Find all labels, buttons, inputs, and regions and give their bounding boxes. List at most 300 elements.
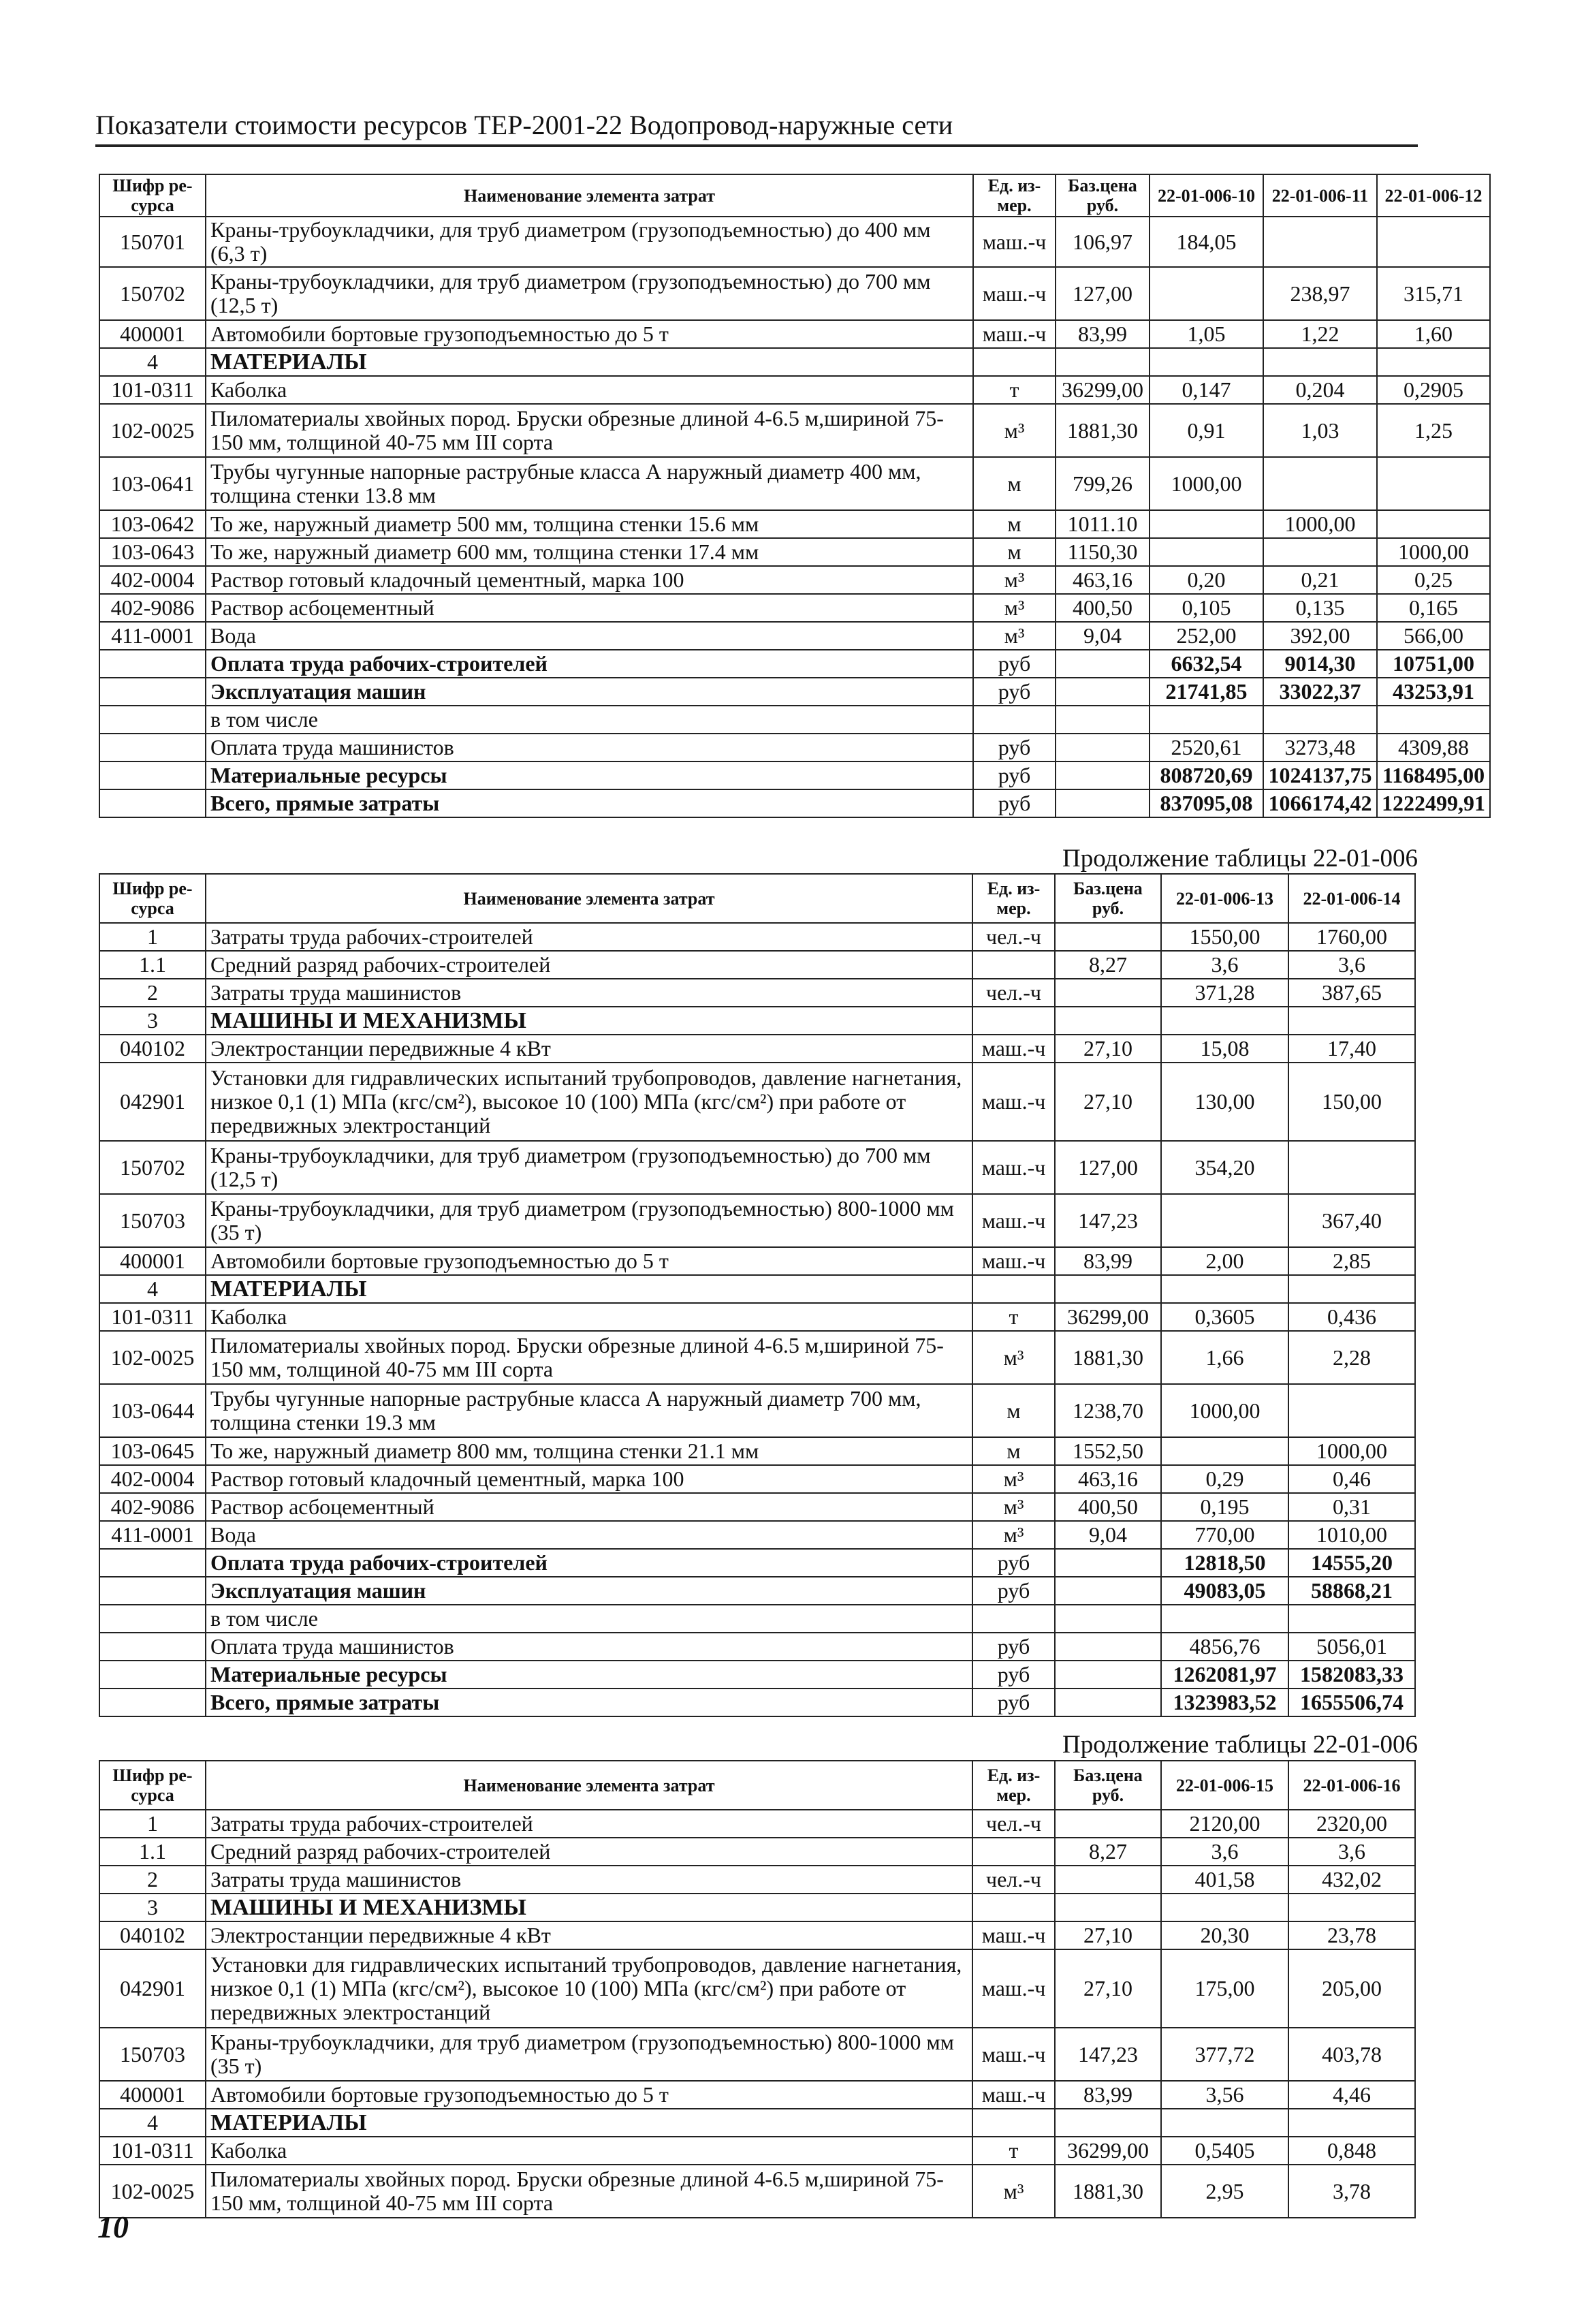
value-c: 1,25 xyxy=(1377,404,1490,457)
element-name: Установки для гидравлических испытаний трубопроводов, давление нагнетания, низкое 0,1 (1) МПа (кгс/см²), высокое 10 (100) МПа (кгс/см²) при работе от передвижных электростанций xyxy=(206,1063,972,1141)
value-a: 0,147 xyxy=(1150,376,1263,404)
unit: м³ xyxy=(973,594,1056,622)
unit xyxy=(972,2109,1055,2137)
resource-code: 103-0643 xyxy=(99,538,206,566)
element-name: Эксплуатация машин xyxy=(206,678,973,706)
table-row xyxy=(99,1194,1415,1247)
table-row xyxy=(99,1577,1415,1605)
value-a: 371,28 xyxy=(1161,979,1288,1007)
resource-code xyxy=(99,761,206,789)
unit: т xyxy=(972,1303,1055,1331)
table-row xyxy=(99,622,1490,650)
resource-code xyxy=(99,650,206,678)
base-price xyxy=(1056,678,1150,706)
base-price: 1238,70 xyxy=(1055,1384,1161,1437)
base-price xyxy=(1055,1007,1161,1035)
value-a xyxy=(1150,706,1263,734)
value-a: 0,29 xyxy=(1161,1465,1288,1493)
unit xyxy=(972,1894,1055,1921)
value-b: 2,28 xyxy=(1288,1331,1415,1384)
resource-code xyxy=(99,1577,206,1605)
resource-code xyxy=(99,706,206,734)
base-price: 1881,30 xyxy=(1056,404,1150,457)
table-row xyxy=(99,1493,1415,1521)
unit: м³ xyxy=(972,1331,1055,1384)
value-b: 14555,20 xyxy=(1288,1549,1415,1577)
table-header-row xyxy=(99,1761,1415,1810)
value-b: 23,78 xyxy=(1288,1921,1415,1949)
table-row xyxy=(99,1689,1415,1716)
resource-code: 4 xyxy=(99,2109,206,2137)
base-price: 400,50 xyxy=(1055,1493,1161,1521)
resource-code: 150702 xyxy=(99,1141,206,1194)
value-a: 0,195 xyxy=(1161,1493,1288,1521)
unit xyxy=(973,348,1056,376)
table-row xyxy=(99,979,1415,1007)
col-header-name: Наименование элемента затрат xyxy=(206,174,973,217)
base-price: 463,16 xyxy=(1056,566,1150,594)
element-name: МАШИНЫ И МЕХАНИЗМЫ xyxy=(206,1894,972,1921)
element-name: Автомобили бортовые грузоподъемностью до 5 т xyxy=(206,320,973,348)
resource-code: 150702 xyxy=(99,267,206,320)
base-price xyxy=(1055,1810,1161,1838)
value-b: 0,135 xyxy=(1263,594,1377,622)
value-b: 33022,37 xyxy=(1263,678,1377,706)
unit: м³ xyxy=(972,1521,1055,1549)
unit xyxy=(972,951,1055,979)
value-a: 354,20 xyxy=(1161,1141,1288,1194)
unit: м xyxy=(972,1437,1055,1465)
resource-code: 042901 xyxy=(99,1949,206,2028)
value-a: 184,05 xyxy=(1150,217,1263,267)
col-header-22-01-006-12: 22-01-006-12 xyxy=(1377,174,1490,217)
value-b: 1010,00 xyxy=(1288,1521,1415,1549)
value-b: 0,46 xyxy=(1288,1465,1415,1493)
element-name: Всего, прямые затраты xyxy=(206,1689,972,1716)
table-row xyxy=(99,566,1490,594)
resource-code: 411-0001 xyxy=(99,1521,206,1549)
value-c: 566,00 xyxy=(1377,622,1490,650)
element-name: Краны-трубоукладчики, для труб диаметром (грузоподъемностью) до 700 мм (12,5 т) xyxy=(206,267,973,320)
unit: м xyxy=(972,1384,1055,1437)
base-price: 1881,30 xyxy=(1055,1331,1161,1384)
value-b: 1,22 xyxy=(1263,320,1377,348)
value-c: 4309,88 xyxy=(1377,734,1490,761)
value-b: 1655506,74 xyxy=(1288,1689,1415,1716)
value-a: 1,66 xyxy=(1161,1331,1288,1384)
element-name: Эксплуатация машин xyxy=(206,1577,972,1605)
element-name: Вода xyxy=(206,622,973,650)
element-name: Электростанции передвижные 4 кВт xyxy=(206,1035,972,1063)
value-a xyxy=(1161,1437,1288,1465)
resource-code: 402-9086 xyxy=(99,1493,206,1521)
unit: маш.-ч xyxy=(973,320,1056,348)
value-a: 0,20 xyxy=(1150,566,1263,594)
resource-code: 042901 xyxy=(99,1063,206,1141)
value-b xyxy=(1288,1007,1415,1035)
element-name: Краны-трубоукладчики, для труб диаметром (грузоподъемностью) до 400 мм (6,3 т) xyxy=(206,217,973,267)
col-header-unit: Ед. из-мер. xyxy=(972,1761,1055,1810)
base-price: 799,26 xyxy=(1056,457,1150,510)
value-b xyxy=(1288,2109,1415,2137)
table-row xyxy=(99,457,1490,510)
value-b: 3,78 xyxy=(1288,2165,1415,2218)
base-price: 1011.10 xyxy=(1056,510,1150,538)
value-a: 4856,76 xyxy=(1161,1633,1288,1661)
unit: руб xyxy=(973,678,1056,706)
unit: м³ xyxy=(972,1493,1055,1521)
table-row xyxy=(99,2137,1415,2165)
value-c: 0,165 xyxy=(1377,594,1490,622)
value-b xyxy=(1288,1894,1415,1921)
table-row xyxy=(99,1661,1415,1689)
resource-code: 402-0004 xyxy=(99,1465,206,1493)
unit xyxy=(972,1838,1055,1866)
base-price xyxy=(1056,734,1150,761)
unit: чел.-ч xyxy=(972,1810,1055,1838)
element-name: Всего, прямые затраты xyxy=(206,789,973,817)
element-name: Краны-трубоукладчики, для труб диаметром (грузоподъемностью) 800-1000 мм (35 т) xyxy=(206,1194,972,1247)
value-a xyxy=(1150,510,1263,538)
value-b: 1024137,75 xyxy=(1263,761,1377,789)
resource-table-2 xyxy=(99,873,1416,1717)
resource-code: 411-0001 xyxy=(99,622,206,650)
value-b: 3273,48 xyxy=(1263,734,1377,761)
value-b xyxy=(1288,1141,1415,1194)
value-c: 1000,00 xyxy=(1377,538,1490,566)
value-b: 0,848 xyxy=(1288,2137,1415,2165)
value-a: 1323983,52 xyxy=(1161,1689,1288,1716)
base-price xyxy=(1056,706,1150,734)
element-name: Затраты труда рабочих-строителей xyxy=(206,1810,972,1838)
table-row xyxy=(99,706,1490,734)
col-header-name: Наименование элемента затрат xyxy=(206,1761,972,1810)
base-price xyxy=(1055,1275,1161,1303)
element-name: Раствор асбоцементный xyxy=(206,594,973,622)
value-b xyxy=(1288,1275,1415,1303)
value-a: 0,5405 xyxy=(1161,2137,1288,2165)
table-row xyxy=(99,1866,1415,1894)
element-name: Пиломатериалы хвойных пород. Бруски обрезные длиной 4-6.5 м,шириной 75-150 мм, толщиной 40-75 мм III сорта xyxy=(206,2165,972,2218)
resource-code: 101-0311 xyxy=(99,2137,206,2165)
resource-code: 103-0641 xyxy=(99,457,206,510)
col-header-22-01-006-11: 22-01-006-11 xyxy=(1263,174,1377,217)
resource-code: 400001 xyxy=(99,320,206,348)
value-b: 150,00 xyxy=(1288,1063,1415,1141)
value-b: 0,204 xyxy=(1263,376,1377,404)
value-c: 0,2905 xyxy=(1377,376,1490,404)
resource-code: 4 xyxy=(99,348,206,376)
element-name: Оплата труда машинистов xyxy=(206,1633,972,1661)
resource-code: 040102 xyxy=(99,1921,206,1949)
value-b: 9014,30 xyxy=(1263,650,1377,678)
element-name: в том числе xyxy=(206,706,973,734)
element-name: Средний разряд рабочих-строителей xyxy=(206,951,972,979)
value-b xyxy=(1288,1384,1415,1437)
value-a xyxy=(1161,1007,1288,1035)
element-name: МАТЕРИАЛЫ xyxy=(206,2109,972,2137)
element-name: Каболка xyxy=(206,1303,972,1331)
resource-code xyxy=(99,734,206,761)
col-header-price: Баз.цена руб. xyxy=(1055,1761,1161,1810)
value-c: 10751,00 xyxy=(1377,650,1490,678)
unit: чел.-ч xyxy=(972,923,1055,951)
element-name: Средний разряд рабочих-строителей xyxy=(206,1838,972,1866)
value-b: 2,85 xyxy=(1288,1247,1415,1275)
base-price xyxy=(1055,923,1161,951)
value-b: 0,21 xyxy=(1263,566,1377,594)
value-b: 367,40 xyxy=(1288,1194,1415,1247)
table-row xyxy=(99,538,1490,566)
value-c: 1168495,00 xyxy=(1377,761,1490,789)
value-b: 205,00 xyxy=(1288,1949,1415,2028)
unit: руб xyxy=(973,734,1056,761)
table-row xyxy=(99,404,1490,457)
resource-code xyxy=(99,789,206,817)
value-a: 21741,85 xyxy=(1150,678,1263,706)
continuation-label-3: Продолжение таблицы 22-01-006 xyxy=(1062,1731,1418,1759)
resource-code: 101-0311 xyxy=(99,376,206,404)
element-name: МАТЕРИАЛЫ xyxy=(206,1275,972,1303)
base-price: 27,10 xyxy=(1055,1949,1161,2028)
base-price: 106,97 xyxy=(1056,217,1150,267)
unit xyxy=(973,706,1056,734)
value-b: 1,03 xyxy=(1263,404,1377,457)
value-a xyxy=(1161,1194,1288,1247)
element-name: Раствор асбоцементный xyxy=(206,1493,972,1521)
table-row xyxy=(99,789,1490,817)
value-a xyxy=(1161,2109,1288,2137)
table-row xyxy=(99,348,1490,376)
resource-code xyxy=(99,1661,206,1689)
value-c: 0,25 xyxy=(1377,566,1490,594)
value-a: 252,00 xyxy=(1150,622,1263,650)
element-name: Вода xyxy=(206,1521,972,1549)
unit: маш.-ч xyxy=(972,1194,1055,1247)
unit: руб xyxy=(973,650,1056,678)
table-row xyxy=(99,2028,1415,2081)
resource-code xyxy=(99,1689,206,1716)
element-name: Трубы чугунные напорные раструбные класса А наружный диаметр 700 мм, толщина стенки 19.3 мм xyxy=(206,1384,972,1437)
page-header: Показатели стоимости ресурсов ТЕР-2001-22 Водопровод-наружные сети xyxy=(95,109,1418,147)
col-header-unit: Ед. из-мер. xyxy=(972,874,1055,923)
unit: чел.-ч xyxy=(972,1866,1055,1894)
table-row xyxy=(99,217,1490,267)
col-header-name: Наименование элемента затрат xyxy=(206,874,972,923)
resource-code: 103-0645 xyxy=(99,1437,206,1465)
element-name: Оплата труда машинистов xyxy=(206,734,973,761)
unit: руб xyxy=(972,1689,1055,1716)
table-row xyxy=(99,1605,1415,1633)
col-header-code: Шифр ре-сурса xyxy=(99,1761,206,1810)
base-price: 1150,30 xyxy=(1056,538,1150,566)
table-row xyxy=(99,320,1490,348)
element-name: То же, наружный диаметр 600 мм, толщина стенки 17.4 мм xyxy=(206,538,973,566)
base-price: 400,50 xyxy=(1056,594,1150,622)
unit: м xyxy=(973,457,1056,510)
resource-table-3 xyxy=(99,1760,1416,2218)
unit: руб xyxy=(972,1661,1055,1689)
table-row xyxy=(99,1810,1415,1838)
base-price: 9,04 xyxy=(1055,1521,1161,1549)
value-a: 2,95 xyxy=(1161,2165,1288,2218)
value-b: 3,6 xyxy=(1288,1838,1415,1866)
value-c xyxy=(1377,706,1490,734)
base-price: 36299,00 xyxy=(1055,2137,1161,2165)
base-price xyxy=(1055,1633,1161,1661)
value-b xyxy=(1263,538,1377,566)
value-a xyxy=(1150,538,1263,566)
value-a: 130,00 xyxy=(1161,1063,1288,1141)
continuation-label-2: Продолжение таблицы 22-01-006 xyxy=(1062,845,1418,873)
table-row xyxy=(99,923,1415,951)
value-b: 432,02 xyxy=(1288,1866,1415,1894)
base-price xyxy=(1055,1661,1161,1689)
value-b: 387,65 xyxy=(1288,979,1415,1007)
resource-code: 3 xyxy=(99,1894,206,1921)
value-b: 2320,00 xyxy=(1288,1810,1415,1838)
base-price xyxy=(1056,650,1150,678)
table-row xyxy=(99,2109,1415,2137)
value-a: 1000,00 xyxy=(1161,1384,1288,1437)
col-header-code: Шифр ре-сурса xyxy=(99,174,206,217)
value-a: 2120,00 xyxy=(1161,1810,1288,1838)
table-row xyxy=(99,510,1490,538)
unit: м xyxy=(973,538,1056,566)
base-price: 83,99 xyxy=(1056,320,1150,348)
element-name: Автомобили бортовые грузоподъемностью до 5 т xyxy=(206,1247,972,1275)
value-c xyxy=(1377,510,1490,538)
col-header-22-01-006-13: 22-01-006-13 xyxy=(1161,874,1288,923)
unit: т xyxy=(973,376,1056,404)
table-row xyxy=(99,650,1490,678)
unit: маш.-ч xyxy=(973,267,1056,320)
table-row xyxy=(99,951,1415,979)
unit: маш.-ч xyxy=(973,217,1056,267)
element-name: Затраты труда машинистов xyxy=(206,979,972,1007)
table-row xyxy=(99,1141,1415,1194)
unit: м xyxy=(973,510,1056,538)
unit: маш.-ч xyxy=(972,1921,1055,1949)
value-a xyxy=(1150,267,1263,320)
base-price xyxy=(1055,1894,1161,1921)
element-name: Краны-трубоукладчики, для труб диаметром (грузоподъемностью) до 700 мм (12,5 т) xyxy=(206,1141,972,1194)
base-price: 1552,50 xyxy=(1055,1437,1161,1465)
table-row xyxy=(99,1331,1415,1384)
resource-code: 3 xyxy=(99,1007,206,1035)
resource-code xyxy=(99,1605,206,1633)
resource-code: 1.1 xyxy=(99,1838,206,1866)
col-header-code: Шифр ре-сурса xyxy=(99,874,206,923)
table-row xyxy=(99,1007,1415,1035)
value-b: 392,00 xyxy=(1263,622,1377,650)
resource-code: 102-0025 xyxy=(99,2165,206,2218)
col-header-22-01-006-15: 22-01-006-15 xyxy=(1161,1761,1288,1810)
value-b: 238,97 xyxy=(1263,267,1377,320)
table-row xyxy=(99,1384,1415,1437)
resource-code: 1.1 xyxy=(99,951,206,979)
value-b: 4,46 xyxy=(1288,2081,1415,2109)
resource-code: 402-9086 xyxy=(99,594,206,622)
value-b: 1000,00 xyxy=(1263,510,1377,538)
resource-code: 101-0311 xyxy=(99,1303,206,1331)
value-a: 2,00 xyxy=(1161,1247,1288,1275)
table-header-row xyxy=(99,874,1415,923)
page-number: 10 xyxy=(97,2210,129,2244)
element-name: Материальные ресурсы xyxy=(206,761,973,789)
value-a: 175,00 xyxy=(1161,1949,1288,2028)
base-price xyxy=(1055,1605,1161,1633)
unit: маш.-ч xyxy=(972,1949,1055,2028)
table-row xyxy=(99,267,1490,320)
element-name: Оплата труда рабочих-строителей xyxy=(206,1549,972,1577)
base-price: 147,23 xyxy=(1055,2028,1161,2081)
base-price: 147,23 xyxy=(1055,1194,1161,1247)
resource-code: 103-0644 xyxy=(99,1384,206,1437)
resource-code: 1 xyxy=(99,923,206,951)
value-c xyxy=(1377,217,1490,267)
unit xyxy=(972,1007,1055,1035)
unit: маш.-ч xyxy=(972,2028,1055,2081)
value-c xyxy=(1377,457,1490,510)
value-c: 315,71 xyxy=(1377,267,1490,320)
resource-code xyxy=(99,678,206,706)
base-price: 36299,00 xyxy=(1055,1303,1161,1331)
resource-code: 2 xyxy=(99,979,206,1007)
col-header-22-01-006-14: 22-01-006-14 xyxy=(1288,874,1415,923)
unit: т xyxy=(972,2137,1055,2165)
unit: м³ xyxy=(973,622,1056,650)
unit: м³ xyxy=(972,1465,1055,1493)
element-name: Автомобили бортовые грузоподъемностью до 5 т xyxy=(206,2081,972,2109)
table-row xyxy=(99,376,1490,404)
resource-table-1 xyxy=(99,174,1491,818)
resource-code xyxy=(99,1633,206,1661)
value-a: 0,3605 xyxy=(1161,1303,1288,1331)
element-name: МАТЕРИАЛЫ xyxy=(206,348,973,376)
element-name: Пиломатериалы хвойных пород. Бруски обрезные длиной 4-6.5 м,шириной 75-150 мм, толщиной 40-75 мм III сорта xyxy=(206,1331,972,1384)
resource-code: 1 xyxy=(99,1810,206,1838)
base-price: 83,99 xyxy=(1055,1247,1161,1275)
value-a xyxy=(1161,1275,1288,1303)
table-row xyxy=(99,1465,1415,1493)
resource-code xyxy=(99,1549,206,1577)
value-a: 1000,00 xyxy=(1150,457,1263,510)
resource-code: 102-0025 xyxy=(99,1331,206,1384)
value-a: 20,30 xyxy=(1161,1921,1288,1949)
value-b: 1582083,33 xyxy=(1288,1661,1415,1689)
value-a: 3,6 xyxy=(1161,1838,1288,1866)
table-row xyxy=(99,594,1490,622)
resource-code: 040102 xyxy=(99,1035,206,1063)
col-header-22-01-006-10: 22-01-006-10 xyxy=(1150,174,1263,217)
value-a: 377,72 xyxy=(1161,2028,1288,2081)
table-row xyxy=(99,2081,1415,2109)
resource-code: 400001 xyxy=(99,2081,206,2109)
base-price: 27,10 xyxy=(1055,1035,1161,1063)
value-a: 3,56 xyxy=(1161,2081,1288,2109)
value-a: 808720,69 xyxy=(1150,761,1263,789)
base-price xyxy=(1056,761,1150,789)
unit: маш.-ч xyxy=(972,1063,1055,1141)
value-a: 3,6 xyxy=(1161,951,1288,979)
element-name: Раствор готовый кладочный цементный, марка 100 xyxy=(206,1465,972,1493)
value-c xyxy=(1377,348,1490,376)
unit: руб xyxy=(972,1633,1055,1661)
value-b xyxy=(1288,1605,1415,1633)
unit: маш.-ч xyxy=(972,1035,1055,1063)
value-b: 1760,00 xyxy=(1288,923,1415,951)
